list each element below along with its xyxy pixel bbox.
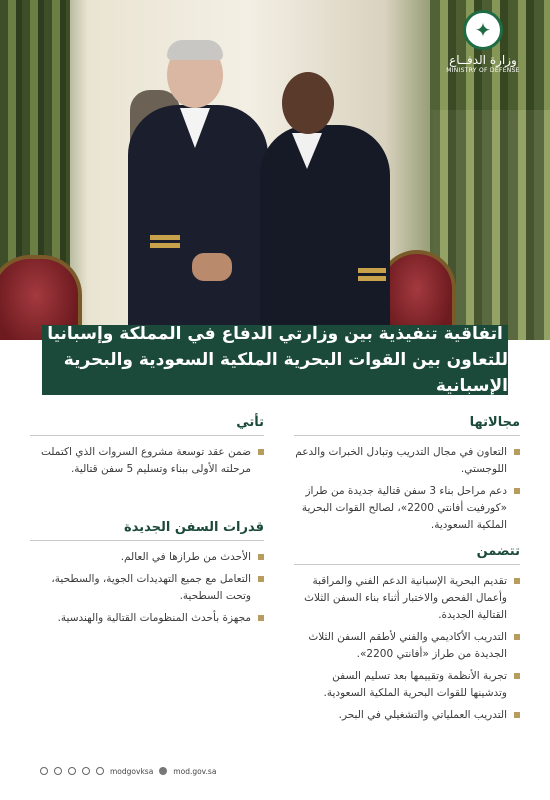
handshake — [192, 253, 232, 281]
list-item: التدريب العملياتي والتشغيلي في البحر. — [294, 707, 520, 724]
logo-name-ar: وزارة الدفــاع — [449, 53, 517, 67]
bullet-icon — [514, 712, 520, 718]
bullet-icon — [514, 673, 520, 679]
list-item: الأحدث من طرازها في العالم. — [30, 549, 264, 566]
banner-title-line1: اتفاقية تنفيذية بين وزارتي الدفاع في المملكة وإسبانيا — [47, 324, 503, 344]
officer-right — [260, 125, 390, 340]
bullet-icon — [258, 449, 264, 455]
bullet-icon — [514, 634, 520, 640]
section-capabilities — [30, 520, 264, 627]
officer-left-hair — [167, 40, 223, 60]
list-item: مجهزة بأحدث المنظومات القتالية والهندسية. — [30, 610, 264, 627]
officer-left — [128, 105, 268, 340]
section-includes — [294, 544, 520, 724]
social-handle[interactable]: modgovksa — [110, 766, 154, 776]
right-column — [294, 415, 520, 729]
list-item: دعم مراحل بناء 3 سفن قتالية جديدة من طراز «كورفيت أفانتي 2200»، لصالح القوات البحرية الملكية السعودية. — [294, 483, 520, 534]
banner-title-line2: للتعاون بين القوات البحرية الملكية السعودية والبحرية الإسبانية — [63, 350, 508, 396]
sleeve-stripe — [150, 243, 180, 248]
section-comes — [30, 415, 264, 478]
sleeve-stripe — [150, 235, 180, 240]
list-item: التعاون في مجال التدريب وتبادل الخبرات والدعم اللوجستي. — [294, 444, 520, 478]
bullet-icon — [514, 488, 520, 494]
section-fields — [294, 415, 520, 534]
globe-icon — [159, 767, 167, 775]
sleeve-stripe — [358, 268, 386, 273]
emblem-icon: ✦ — [463, 10, 503, 50]
bullet-icon — [514, 578, 520, 584]
list-item: ضمن عقد توسعة مشروع السروات الذي اكتملت مرحلته الأولى ببناء وتسليم 5 سفن قتالية. — [30, 444, 264, 478]
left-column — [30, 415, 264, 632]
youtube-icon[interactable] — [68, 767, 76, 775]
snapchat-icon[interactable] — [40, 767, 48, 775]
logo-name-en: MINISTRY OF DEFENSE — [446, 67, 520, 74]
section-title-capabilities: قدرات السفن الجديدة — [30, 520, 264, 541]
sleeve-stripe — [358, 276, 386, 281]
x-icon[interactable] — [96, 767, 104, 775]
section-title-fields: مجالاتها — [294, 415, 520, 436]
bullet-icon — [514, 449, 520, 455]
website-link[interactable]: mod.gov.sa — [173, 766, 217, 776]
section-title-comes: تأتي — [30, 415, 264, 436]
bullet-icon — [258, 576, 264, 582]
bullet-icon — [258, 615, 264, 621]
list-item: التعامل مع جميع التهديدات الجوية، والسطحية، وتحت السطحية. — [30, 571, 264, 605]
instagram-icon[interactable] — [54, 767, 62, 775]
facebook-icon[interactable] — [82, 767, 90, 775]
title-banner — [42, 325, 508, 395]
list-item: تقديم البحرية الإسبانية الدعم الفني والمراقبة وأعمال الفحص والاختبار أثناء بناء السفن الثلاث القتالية الجديدة. — [294, 573, 520, 624]
section-title-includes: تتضمن — [294, 544, 520, 565]
bullet-icon — [258, 554, 264, 560]
list-item: تجربة الأنظمة وتقييمها بعد تسليم السفن وتدشينها للقوات البحرية الملكية السعودية. — [294, 668, 520, 702]
list-item: التدريب الأكاديمي والفني لأطقم السفن الثلاث الجديدة من طراز «أفانتي 2200». — [294, 629, 520, 663]
officer-right-head — [282, 72, 334, 134]
ministry-logo — [428, 10, 538, 80]
footer — [40, 764, 216, 778]
hero-photo — [0, 0, 550, 340]
